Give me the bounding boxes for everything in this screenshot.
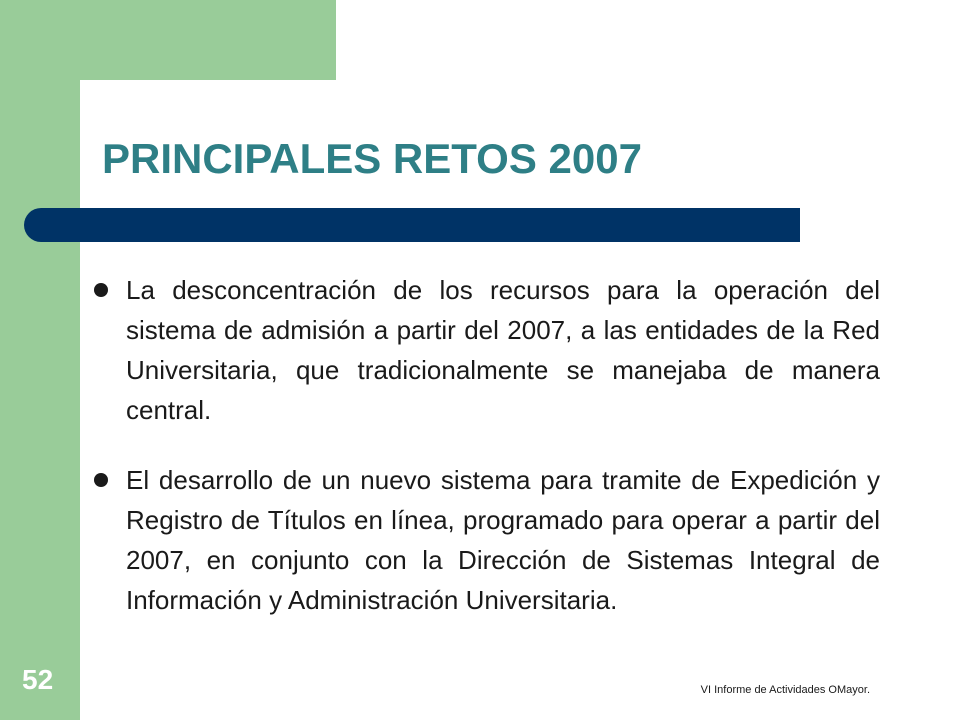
title-underline-bar <box>24 208 800 242</box>
bullet-list <box>90 270 880 650</box>
bullet-dot-icon <box>94 283 108 297</box>
bullet-text: El desarrollo de un nuevo sistema para tramite de Expedición y Registro de Títulos en línea, programado para operar a partir del 2007, en conjunto con la Dirección de Sistemas Integral de Información y Administración Universitaria. <box>126 465 880 615</box>
green-side-band <box>0 0 80 720</box>
bullet-dot-icon <box>94 473 108 487</box>
green-top-band <box>0 0 336 80</box>
bullet-item <box>90 270 880 430</box>
slide-title: PRINCIPALES RETOS 2007 <box>102 135 642 182</box>
page-number: 52 <box>22 664 54 695</box>
bullet-text: La desconcentración de los recursos para la operación del sistema de admisión a partir del 2007, a las entidades de la Red Universitaria, que tradicionalmente se manejaba de manera central. <box>126 275 880 425</box>
footer-text: VI Informe de Actividades OMayor. <box>700 684 870 696</box>
bullet-item <box>90 460 880 620</box>
